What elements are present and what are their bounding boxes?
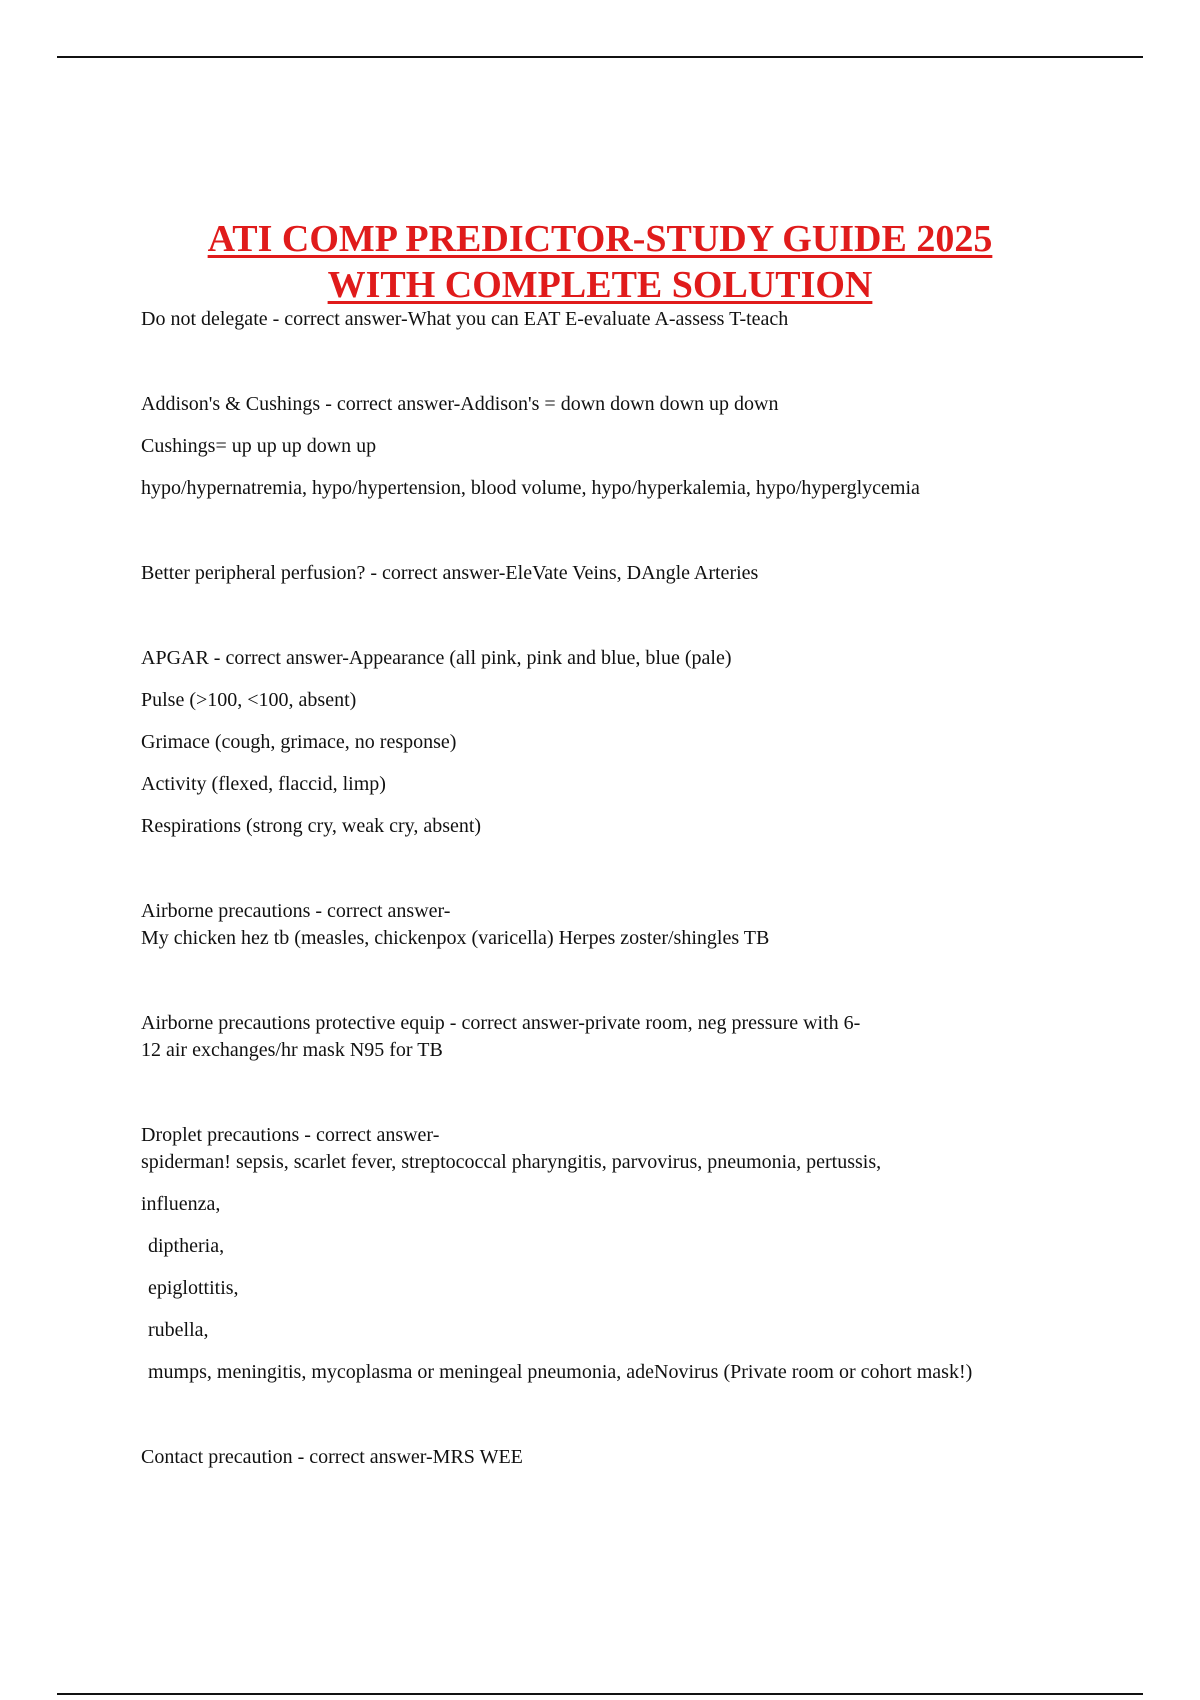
title-line-2: WITH COMPLETE SOLUTION xyxy=(327,264,873,306)
entry-airborne-detail: My chicken hez tb (measles, chickenpox (varicella) Herpes zoster/shingles TB xyxy=(141,927,770,949)
entry-airborne-equip-detail: 12 air exchanges/hr mask N95 for TB xyxy=(141,1039,443,1061)
bottom-rule xyxy=(57,1693,1143,1695)
document-body xyxy=(141,306,1141,1471)
entry-droplet-influenza: influenza, xyxy=(141,1193,221,1215)
entry-droplet: Droplet precautions - correct answer- xyxy=(141,1124,440,1146)
entry-droplet-epiglottitis: epiglottitis, xyxy=(148,1277,239,1299)
entry-airborne-equip: Airborne precautions protective equip - correct answer-private room, neg pressure with 6- xyxy=(141,1012,861,1034)
entry-droplet-mumps: mumps, meningitis, mycoplasma or meningeal pneumonia, adeNovirus (Private room or cohort mask!) xyxy=(148,1361,973,1383)
entry-delegate: Do not delegate - correct answer-What you can EAT E-evaluate A-assess T-teach xyxy=(141,308,789,330)
entry-apgar-respirations: Respirations (strong cry, weak cry, absent) xyxy=(141,815,482,837)
document-title xyxy=(0,216,1200,308)
entry-cushings-values: Cushings= up up up down up xyxy=(141,435,377,457)
entry-apgar: APGAR - correct answer-Appearance (all pink, pink and blue, blue (pale) xyxy=(141,647,732,669)
entry-apgar-pulse: Pulse (>100, <100, absent) xyxy=(141,689,357,711)
entry-droplet-detail: spiderman! sepsis, scarlet fever, streptococcal pharyngitis, parvovirus, pneumonia, pertussis, xyxy=(141,1151,882,1173)
entry-addison-cushings: Addison's & Cushings - correct answer-Addison's = down down down up down xyxy=(141,393,779,415)
entry-droplet-rubella: rubella, xyxy=(148,1319,209,1341)
entry-apgar-grimace: Grimace (cough, grimace, no response) xyxy=(141,731,457,753)
entry-contact: Contact precaution - correct answer-MRS WEE xyxy=(141,1446,523,1468)
entry-droplet-diptheria: diptheria, xyxy=(148,1235,225,1257)
entry-apgar-activity: Activity (flexed, flaccid, limp) xyxy=(141,773,386,795)
title-line-1: ATI COMP PREDICTOR-STUDY GUIDE 2025 xyxy=(207,218,993,260)
entry-perfusion: Better peripheral perfusion? - correct answer-EleVate Veins, DAngle Arteries xyxy=(141,562,759,584)
entry-airborne: Airborne precautions - correct answer- xyxy=(141,900,451,922)
top-rule xyxy=(57,56,1143,58)
entry-addison-legend: hypo/hypernatremia, hypo/hypertension, blood volume, hypo/hyperkalemia, hypo/hyperglycemia xyxy=(141,477,920,499)
